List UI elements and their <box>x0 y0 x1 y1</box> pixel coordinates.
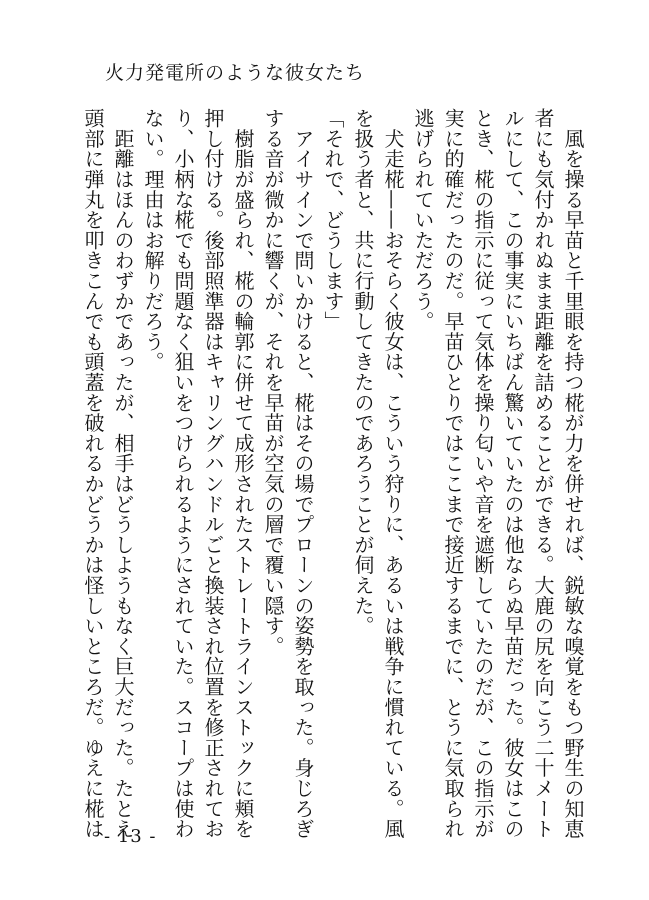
text-line: アイサインで問いかけると、椛はその場でプローンの姿勢を取った。身じろぎ <box>291 108 315 839</box>
page-number: - 13 - <box>104 826 157 847</box>
text-line: とき、椛の指示に従って気体を操り匂いや音を遮断していたのだが、この指示が <box>471 108 495 839</box>
text-line: 犬走椛——おそらく彼女は、こういう狩りに、あるいは戦争に慣れている。風 <box>381 108 405 839</box>
text-line: ルにして、この事実にいちばん驚いていたのは他ならぬ早苗だった。彼女はこの <box>501 108 525 839</box>
running-header-title: 火力発電所のような彼女たち <box>105 62 366 84</box>
text-line: 押し付ける。後部照準器はキャリングハンドルごと換装され位置を修正されてお <box>201 108 225 839</box>
text-line: り、小柄な椛でも問題なく狙いをつけられるようにされていた。スコープは使わ <box>171 108 195 839</box>
text-line: を扱う者と、共に行動してきたのであろうことが伺えた。 <box>351 108 375 636</box>
text-line: ない。理由はお解りだろう。 <box>141 108 165 372</box>
text-line: 者にも気付かれぬまま距離を詰めることができる。大鹿の尻を向こう二十メート <box>531 108 555 839</box>
text-line: 風を操る早苗と千里眼を持つ椛が力を併せれば、鋭敏な嗅覚をもつ野生の知恵 <box>561 108 585 839</box>
text-line: 逃げられていただろう。 <box>411 108 435 332</box>
text-line: 頭部に弾丸を叩きこんでも頭蓋を破れるかどうかは怪しいところだ。ゆえに椛は <box>81 108 105 839</box>
text-line: 樹脂が盛られ、椛の輪郭に併せて成形されたストレートラインストックに頬を <box>231 108 255 839</box>
text-line: 実に的確だったのだ。早苗ひとりではここまで接近するまでに、とうに気取られ <box>441 108 465 839</box>
text-line: 「それで、どうします」 <box>321 108 345 332</box>
text-line: 距離はほんのわずかであったが、相手はどうしようもなく巨大だった。たとえ <box>111 108 135 839</box>
text-line: する音が微かに響くが、それを早苗が空気の層で覆い隠す。 <box>261 108 285 657</box>
